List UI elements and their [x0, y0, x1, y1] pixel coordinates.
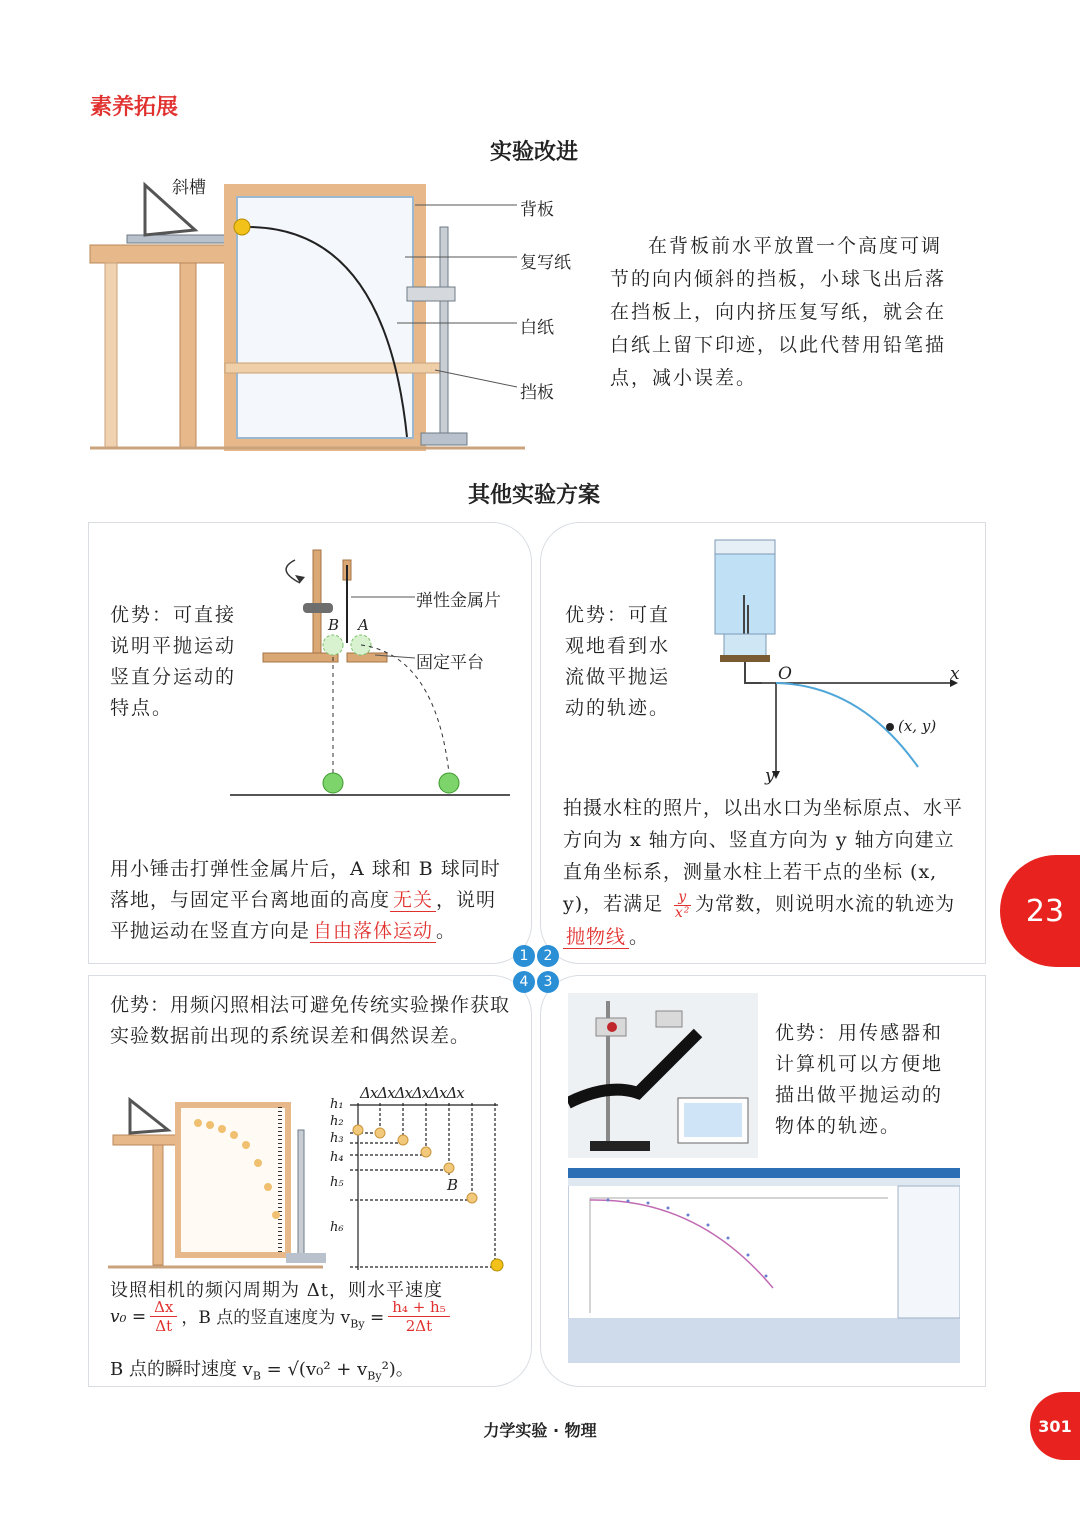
p1-apparatus-figure	[225, 545, 515, 805]
p4-sensor-photo	[568, 993, 758, 1158]
p3-sub-by-2: By	[367, 1369, 382, 1383]
p3-text-a: 设照相机的频闪周期为 Δt，则水平速度	[110, 1280, 443, 1301]
p3-frac-2-num: h₄ + h₅	[388, 1298, 449, 1317]
p3-h1-label: h₁	[330, 1097, 344, 1112]
p2-text-a: 拍摄水柱的照片，以出水口为坐标原点、水平方向为 x 轴方向、竖直方向为 y 轴方向建立直角坐标系，测量水柱上若干点的坐标 (x, y)，若满足	[563, 797, 964, 915]
p1-blank-2: 自由落体运动	[310, 920, 436, 943]
p3-formula-row	[110, 1298, 510, 1335]
p3-sub-by: By	[350, 1317, 365, 1331]
p1-platform-label: 固定平台	[416, 653, 484, 673]
improve-description: 在背板前水平放置一个高度可调节的向内倾斜的挡板，小球飞出后落在挡板上，向内挤压复写纸，就会在白纸上留下印迹，以此代替用铅笔描点，减小误差。	[610, 235, 947, 389]
p2-blank: 抛物线	[563, 926, 629, 949]
p3-text-e: ²)。	[381, 1359, 414, 1380]
page-number: 301	[1030, 1392, 1080, 1460]
p1-blank-1: 无关	[390, 889, 436, 912]
p4-advantage: 优势：用传感器和计算机可以方便地描出做平抛运动的物体的轨迹。	[775, 1022, 944, 1137]
p3-text-d: = √(v₀² + v	[260, 1359, 368, 1380]
p2-advantage: 优势：可直观地看到水流做平抛运动的轨迹。	[565, 604, 671, 719]
chute-label: 斜槽	[172, 178, 206, 198]
p3-text-c: B 点的瞬时速度 v	[110, 1359, 253, 1380]
panel-number-3: 3	[537, 971, 559, 993]
p2-explanation	[563, 792, 963, 953]
panel-number-1: 1	[513, 945, 535, 967]
p2-fraction	[674, 890, 691, 921]
p3-frac-2	[388, 1298, 449, 1335]
p3-frac-2-den: 2Δt	[405, 1317, 433, 1335]
p1-explanation	[110, 854, 510, 947]
section-tag: 素养拓展	[90, 95, 179, 120]
p1-ball-a-label: A	[358, 616, 369, 634]
p3-text-b: ，B 点的竖直速度为 $v_{By}$ =	[181, 1307, 385, 1331]
back-board-label: 背板	[520, 200, 554, 220]
p2-point-label: (x, y)	[898, 717, 937, 735]
p3-v0: v₀ =	[110, 1306, 147, 1327]
page-footer: 力学实验 · 物理	[483, 1421, 597, 1440]
p3-h2-label: h₂	[330, 1114, 344, 1129]
p4-software-screenshot	[568, 1168, 960, 1363]
p1-text-c: 。	[436, 920, 457, 942]
p3-frac-1-num: Δx	[150, 1298, 177, 1317]
p3-h6-label: h₆	[330, 1220, 344, 1235]
others-heading: 其他实验方案	[468, 483, 601, 508]
panel-number-4: 4	[513, 971, 535, 993]
p3-formula-vb	[110, 1355, 510, 1383]
p3-delta-x-labels: ΔxΔxΔxΔxΔxΔx	[360, 1084, 464, 1102]
p3-h3-label: h₃	[330, 1131, 344, 1146]
baffle-label: 挡板	[520, 383, 554, 403]
p3-advantage: 优势：用频闪照相法可避免传统实验操作获取实验数据前出现的系统误差和偶然误差。	[110, 994, 511, 1047]
panel-number-2: 2	[537, 945, 559, 967]
p2-water-bottle-figure	[700, 535, 970, 785]
p3-frac-1	[150, 1298, 177, 1335]
p2-text-c: 。	[629, 925, 650, 948]
p2-frac-den: x²	[674, 904, 691, 921]
improve-heading: 实验改进	[490, 140, 579, 165]
p1-text-b: ，说明平抛运动在竖直方向是	[110, 889, 497, 942]
p2-x-axis-label: x	[950, 664, 960, 684]
p1-ball-b-label: B	[328, 616, 340, 634]
p1-advantage: 优势：可直接说明平抛运动竖直分运动的特点。	[110, 604, 237, 719]
carbon-paper-label: 复写纸	[520, 253, 571, 273]
p3-text-b-main: ，B 点的竖直速度为 v	[181, 1307, 351, 1328]
p1-spring-label: 弹性金属片	[416, 591, 501, 611]
p3-point-b-label: B	[447, 1176, 459, 1194]
p3-frac-1-den: Δt	[155, 1317, 173, 1335]
p1-text-a: 用小锤击打弹性金属片后，A 球和 B 球同时落地，与固定平台离地面的高度	[110, 858, 501, 911]
p3-h4-label: h₄	[330, 1150, 344, 1165]
p3-h5-label: h₅	[330, 1175, 344, 1190]
p3-sub-b: B	[252, 1369, 261, 1383]
chapter-tab: 23	[1000, 855, 1080, 967]
p2-frac-num: y	[674, 890, 691, 906]
p2-y-axis-label: y	[765, 766, 775, 786]
white-paper-label: 白纸	[520, 318, 554, 338]
p2-text-b: 为常数，则说明水流的轨迹为	[695, 893, 956, 915]
p2-origin-label: O	[778, 664, 792, 684]
